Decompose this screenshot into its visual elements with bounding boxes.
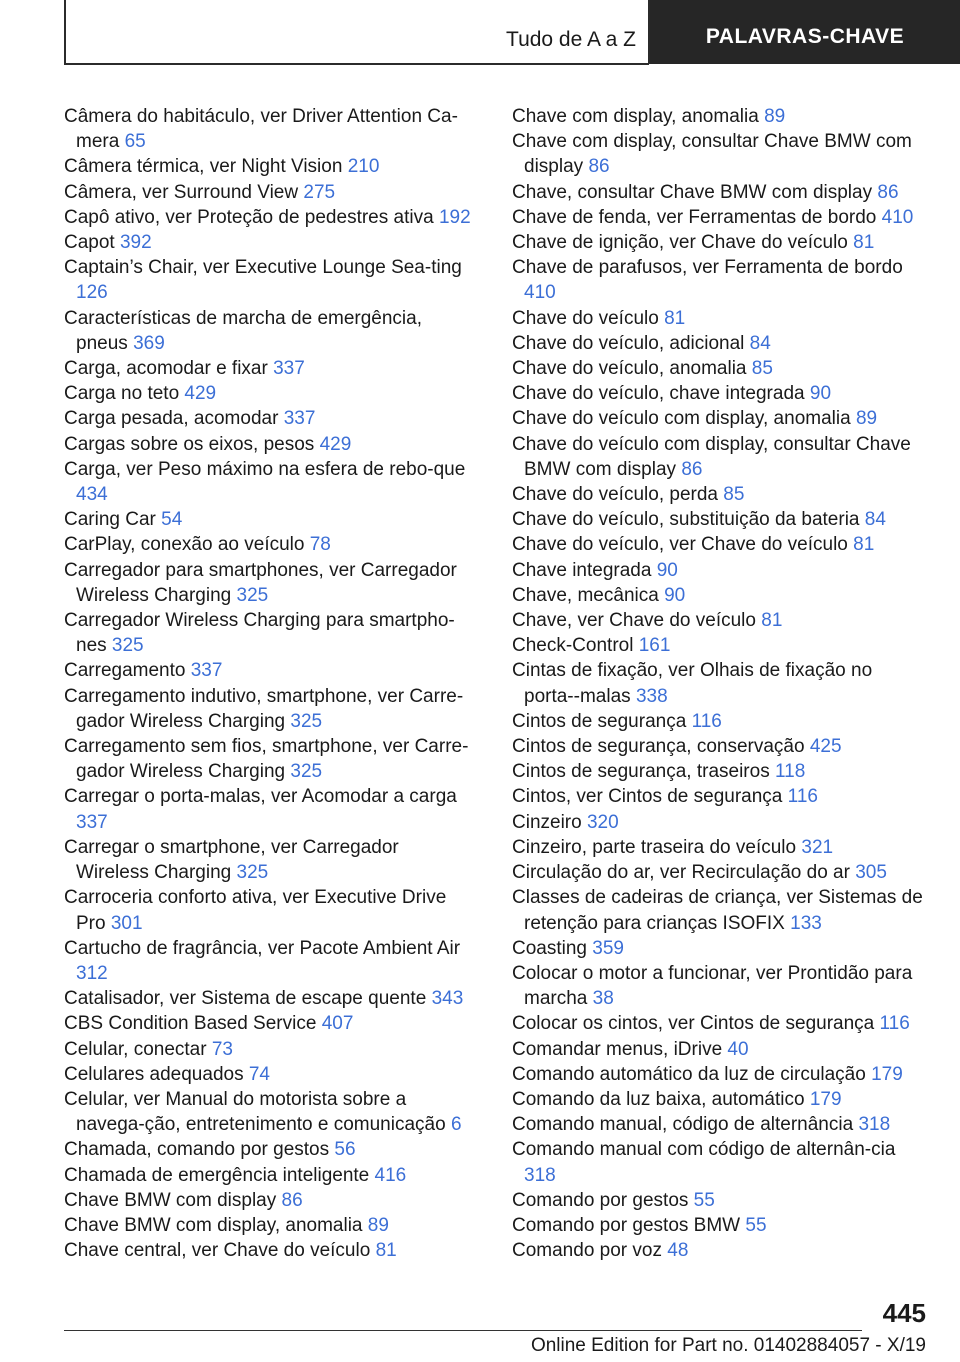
page-reference-link[interactable]: 55 xyxy=(693,1189,715,1211)
page-reference-link[interactable]: 78 xyxy=(309,534,331,556)
index-entry xyxy=(512,1011,924,1036)
index-term: Catalisador, ver Sistema de escape quente xyxy=(64,988,427,1010)
page-reference-link[interactable]: 86 xyxy=(281,1189,303,1211)
index-entry xyxy=(64,1011,476,1036)
page-reference-link[interactable]: 90 xyxy=(656,559,678,581)
page-reference-link[interactable]: 133 xyxy=(790,912,822,934)
index-entry xyxy=(512,129,924,179)
index-entry xyxy=(512,255,924,305)
index-term: Colocar o motor a funcionar, ver Prontidão para marcha xyxy=(512,962,913,1010)
index-entry xyxy=(512,709,924,734)
page-reference-link[interactable]: 320 xyxy=(586,811,619,833)
index-term: Cinzeiro xyxy=(512,811,582,833)
index-entry xyxy=(512,658,924,708)
index-entry xyxy=(64,1037,476,1062)
index-entry xyxy=(64,784,476,834)
page-reference-link[interactable]: 116 xyxy=(787,786,818,808)
index-term: Câmera do habitáculo, ver Driver Attention Ca-mera xyxy=(64,106,458,153)
page-reference-link[interactable]: 73 xyxy=(211,1038,233,1060)
page-reference-link[interactable]: 116 xyxy=(691,710,722,732)
page-reference-link[interactable]: 116 xyxy=(879,1013,910,1035)
index-term: Câmera térmica, ver Night Vision xyxy=(64,156,343,178)
index-entry xyxy=(64,205,476,230)
index-entry xyxy=(64,1137,476,1162)
page-reference-link[interactable]: 65 xyxy=(124,131,146,153)
index-entry xyxy=(512,1137,924,1187)
page-reference-link[interactable]: 118 xyxy=(774,761,806,783)
index-term: Carga no teto xyxy=(64,383,180,405)
page-reference-link[interactable]: 410 xyxy=(524,282,556,304)
index-term: Comando por gestos BMW xyxy=(512,1214,741,1236)
index-term: Cintos de segurança, conservação xyxy=(512,736,805,758)
index-term: Chave, ver Chave do veículo xyxy=(512,610,756,632)
index-entry xyxy=(512,633,924,658)
index-term: Classes de cadeiras de criança, ver Sistemas de retenção para crianças ISOFIX xyxy=(512,887,923,934)
index-term: Celulares adequados xyxy=(64,1063,244,1085)
page-reference-link[interactable]: 90 xyxy=(809,383,832,405)
index-entry xyxy=(512,306,924,331)
page-reference-link[interactable]: 81 xyxy=(853,534,875,556)
page-reference-link[interactable]: 85 xyxy=(723,484,745,506)
index-term: Celular, conectar xyxy=(64,1038,207,1060)
index-entry xyxy=(512,558,924,583)
page-reference-link[interactable]: 54 xyxy=(161,509,183,531)
edition-note: Online Edition for Part no. 01402884057 - X/19 xyxy=(530,1335,926,1356)
index-term: Chave central, ver Chave do veículo xyxy=(64,1240,371,1262)
index-entry xyxy=(512,104,924,129)
index-entry xyxy=(64,104,476,154)
index-term: Cargas sobre os eixos, pesos xyxy=(64,433,315,455)
index-entry xyxy=(512,860,924,885)
page-reference-link[interactable]: 56 xyxy=(334,1139,356,1161)
index-entry xyxy=(512,810,924,835)
page-reference-link[interactable]: 48 xyxy=(667,1240,689,1262)
page-reference-link[interactable]: 434 xyxy=(76,484,108,506)
page-reference-link[interactable]: 305 xyxy=(855,862,887,884)
index-entry xyxy=(512,1213,924,1238)
page-reference-link[interactable]: 81 xyxy=(853,232,875,254)
page-reference-link[interactable]: 325 xyxy=(290,710,323,732)
page-reference-link[interactable]: 126 xyxy=(76,282,108,304)
chapter-tab xyxy=(650,0,960,64)
index-term: Comando automático da luz de circulação xyxy=(512,1063,866,1085)
index-entry xyxy=(64,885,476,935)
index-term: Caring Car xyxy=(64,509,156,531)
index-term: Comando por gestos xyxy=(512,1189,689,1211)
index-entry xyxy=(64,154,476,179)
index-entry xyxy=(64,356,476,381)
index-term: Cintos, ver Cintos de segurança xyxy=(512,786,783,808)
page-reference-link[interactable]: 338 xyxy=(635,685,668,707)
index-term: Câmera, ver Surround View xyxy=(64,181,299,203)
index-entry xyxy=(512,1062,924,1087)
page-reference-link[interactable]: 210 xyxy=(347,156,380,178)
index-term: Coasting xyxy=(512,937,587,959)
index-term: Chave do veículo, substituição da bateria xyxy=(512,509,860,531)
index-term: Chave do veículo xyxy=(512,307,659,329)
index-term: Carregar o smartphone, ver Carregador Wireless Charging xyxy=(64,836,399,884)
page-reference-link[interactable]: 416 xyxy=(374,1164,407,1186)
index-entry xyxy=(64,684,476,734)
index-term: Carga, ver Peso máximo na esfera de rebo-que xyxy=(64,458,466,480)
page-reference-link[interactable]: 89 xyxy=(855,408,878,430)
index-entry xyxy=(512,734,924,759)
index-entry xyxy=(512,532,924,557)
index-term: Chave do veículo com display, consultar Chave BMW com display xyxy=(512,433,911,480)
index-entry xyxy=(512,1112,924,1137)
index-term: Características de marcha de emergência, pneus xyxy=(64,307,422,354)
index-term: Cintos de segurança xyxy=(512,710,687,732)
index-entry xyxy=(512,1238,924,1263)
index-entry xyxy=(64,608,476,658)
index-entry xyxy=(512,432,924,482)
page-reference-link[interactable]: 161 xyxy=(638,635,671,657)
index-term: Chave, consultar Chave BMW com display xyxy=(512,181,873,203)
index-entry xyxy=(64,406,476,431)
index-term: Carregar o porta-malas, ver Acomodar a carga xyxy=(64,786,457,808)
page-reference-link[interactable]: 6 xyxy=(450,1114,462,1136)
page-reference-link[interactable]: 337 xyxy=(273,358,305,380)
index-term: Comando da luz baixa, automático xyxy=(512,1088,805,1110)
page-reference-link[interactable]: 86 xyxy=(681,458,703,480)
index-entry xyxy=(512,961,924,1011)
page-reference-link[interactable]: 325 xyxy=(236,584,269,606)
page-reference-link[interactable]: 410 xyxy=(881,206,914,228)
page-reference-link[interactable]: 179 xyxy=(871,1063,903,1085)
index-term: Comando manual com código de alternân-cia xyxy=(512,1139,896,1161)
index-term: Chave com display, anomalia xyxy=(512,106,759,127)
index-term: Check-Control xyxy=(512,635,634,657)
page-reference-link[interactable]: 318 xyxy=(858,1114,891,1136)
index-entry xyxy=(64,432,476,457)
index-term: Comandar menus, iDrive xyxy=(512,1038,723,1060)
index-entry xyxy=(512,583,924,608)
index-term: Carregamento indutivo, smartphone, ver Carre-gador Wireless Charging xyxy=(64,685,464,732)
index-entry xyxy=(64,658,476,683)
index-term: Captain’s Chair, ver Executive Lounge Sea-ting xyxy=(64,257,462,279)
index-column-right xyxy=(512,104,924,1263)
index-entry xyxy=(512,507,924,532)
page-reference-link[interactable]: 301 xyxy=(110,912,143,934)
index-entry xyxy=(64,1188,476,1213)
page-reference-link[interactable]: 321 xyxy=(801,836,834,858)
index-entry xyxy=(512,608,924,633)
index-term: Celular, ver Manual do motorista sobre a navega-ção, entretenimento e comunicação xyxy=(64,1088,446,1136)
index-entry xyxy=(512,205,924,230)
page-reference-link[interactable]: 312 xyxy=(76,962,108,984)
page-reference-link[interactable]: 343 xyxy=(431,988,464,1010)
index-term: Colocar os cintos, ver Cintos de segurança xyxy=(512,1013,875,1035)
page-reference-link[interactable]: 359 xyxy=(592,937,624,959)
page-reference-link[interactable]: 55 xyxy=(745,1214,767,1236)
page-reference-link[interactable]: 429 xyxy=(184,383,217,405)
index-term: Carga, acomodar e fixar xyxy=(64,358,268,380)
page-reference-link[interactable]: 84 xyxy=(749,332,771,354)
index-entry xyxy=(64,457,476,507)
index-entry xyxy=(64,1238,476,1263)
index-entry xyxy=(64,180,476,205)
index-term: Cinzeiro, parte traseira do veículo xyxy=(512,836,797,858)
index-term: Chave, mecânica xyxy=(512,584,659,606)
index-entry xyxy=(512,331,924,356)
index-entry xyxy=(64,1213,476,1238)
page-reference-link[interactable]: 325 xyxy=(236,862,269,884)
index-entry xyxy=(64,986,476,1011)
index-term: Capot xyxy=(64,232,115,254)
page-reference-link[interactable]: 318 xyxy=(524,1164,556,1186)
index-entry xyxy=(64,255,476,305)
index-term: CarPlay, conexão ao veículo xyxy=(64,534,305,556)
index-entry xyxy=(64,381,476,406)
index-entry xyxy=(64,507,476,532)
index-term: Chave integrada xyxy=(512,559,652,581)
page-reference-link[interactable]: 89 xyxy=(764,106,786,127)
page-reference-link[interactable]: 74 xyxy=(248,1063,270,1085)
page-reference-link[interactable]: 337 xyxy=(76,811,108,833)
index-entry xyxy=(64,1062,476,1087)
index-term: Chave do veículo, perda xyxy=(512,484,718,506)
page-reference-link[interactable]: 85 xyxy=(751,358,773,380)
index-entry xyxy=(512,759,924,784)
index-term: Cintas de fixação, ver Olhais de fixação no porta--malas xyxy=(512,660,873,707)
page-reference-link[interactable]: 38 xyxy=(592,988,614,1010)
index-term: Chave BMW com display, anomalia xyxy=(64,1214,363,1236)
index-entry xyxy=(64,230,476,255)
index-entry xyxy=(64,306,476,356)
index-term: Chamada, comando por gestos xyxy=(64,1139,330,1161)
page-reference-link[interactable]: 429 xyxy=(319,433,352,455)
index-term: Carregamento sem fios, smartphone, ver Carre-gador Wireless Charging xyxy=(64,736,469,783)
index-entry xyxy=(64,558,476,608)
header-left-rule xyxy=(64,0,66,64)
index-term: Chave de fenda, ver Ferramentas de bordo xyxy=(512,206,877,228)
index-entry xyxy=(512,936,924,961)
index-entry xyxy=(512,406,924,431)
index-term: Chave com display, consultar Chave BMW com display xyxy=(512,131,912,178)
page-reference-link[interactable]: 337 xyxy=(283,408,316,430)
index-entry xyxy=(64,835,476,885)
index-entry xyxy=(512,1037,924,1062)
index-entry xyxy=(512,180,924,205)
index-entry xyxy=(512,230,924,255)
index-term: Chave do veículo, chave integrada xyxy=(512,383,805,405)
page-number: 445 xyxy=(882,1298,926,1328)
page-reference-link[interactable]: 40 xyxy=(727,1038,749,1060)
index-term: Carregador Wireless Charging para smartpho-nes xyxy=(64,610,455,657)
index-term: Carregamento xyxy=(64,660,186,682)
index-term: CBS Condition Based Service xyxy=(64,1013,317,1035)
section-title: Tudo de A a Z xyxy=(506,28,636,51)
footer-rule xyxy=(64,1330,862,1331)
page-reference-link[interactable]: 325 xyxy=(111,635,144,657)
index-column-left xyxy=(64,104,476,1263)
index-term: Cartucho de fragrância, ver Pacote Ambient Air xyxy=(64,937,461,959)
page-reference-link[interactable]: 392 xyxy=(119,232,152,254)
index-term: Carregador para smartphones, ver Carregador Wireless Charging xyxy=(64,559,457,606)
page-reference-link[interactable]: 81 xyxy=(375,1240,397,1262)
index-term: Comando por voz xyxy=(512,1240,662,1262)
page-reference-link[interactable]: 89 xyxy=(367,1214,389,1236)
index-term: Chave de ignição, ver Chave do veículo xyxy=(512,232,848,254)
page-reference-link[interactable]: 81 xyxy=(664,307,686,329)
index-entry xyxy=(64,734,476,784)
page-reference-link[interactable]: 337 xyxy=(190,660,223,682)
index-entry xyxy=(512,835,924,860)
chapter-tab-label: PALAVRAS-CHAVE xyxy=(705,25,905,48)
index-entry xyxy=(512,784,924,809)
header-bottom-rule xyxy=(64,63,649,65)
index-term: Chamada de emergência inteligente xyxy=(64,1164,370,1186)
index-term: Circulação do ar, ver Recirculação do ar xyxy=(512,862,850,884)
page-reference-link[interactable]: 86 xyxy=(877,181,899,203)
index-entry xyxy=(64,1087,476,1137)
page-reference-link[interactable]: 325 xyxy=(290,761,323,783)
index-term: Carroceria conforto ativa, ver Executive Drive Pro xyxy=(64,887,447,934)
index-term: Chave BMW com display xyxy=(64,1189,277,1211)
index-entry xyxy=(512,356,924,381)
page-reference-link[interactable]: 192 xyxy=(438,206,471,228)
page-reference-link[interactable]: 84 xyxy=(864,509,886,531)
index-entry xyxy=(64,532,476,557)
index-term: Chave do veículo, anomalia xyxy=(512,358,747,380)
index-term: Comando manual, código de alternância xyxy=(512,1114,854,1136)
page-reference-link[interactable]: 275 xyxy=(303,181,336,203)
index-term: Chave de parafusos, ver Ferramenta de bordo xyxy=(512,257,903,279)
page-reference-link[interactable]: 407 xyxy=(321,1013,354,1035)
index-entry xyxy=(512,1188,924,1213)
page-reference-link[interactable]: 90 xyxy=(664,584,686,606)
page-reference-link[interactable]: 86 xyxy=(588,156,610,178)
index-term: Chave do veículo, adicional xyxy=(512,332,745,354)
index-term: Chave do veículo, ver Chave do veículo xyxy=(512,534,848,556)
index-entry xyxy=(512,1087,924,1112)
index-term: Cintos de segurança, traseiros xyxy=(512,761,770,783)
index-entry xyxy=(512,885,924,935)
page-reference-link[interactable]: 81 xyxy=(761,610,783,632)
index-entry xyxy=(512,482,924,507)
page-reference-link[interactable]: 369 xyxy=(133,332,165,354)
index-entry xyxy=(512,381,924,406)
page-reference-link[interactable]: 179 xyxy=(809,1088,842,1110)
index-term: Chave do veículo com display, anomalia xyxy=(512,408,851,430)
index-entry xyxy=(64,1163,476,1188)
page-reference-link[interactable]: 425 xyxy=(809,736,842,758)
index-term: Capô ativo, ver Proteção de pedestres ativa xyxy=(64,206,434,228)
index-term: Carga pesada, acomodar xyxy=(64,408,279,430)
index-entry xyxy=(64,936,476,986)
